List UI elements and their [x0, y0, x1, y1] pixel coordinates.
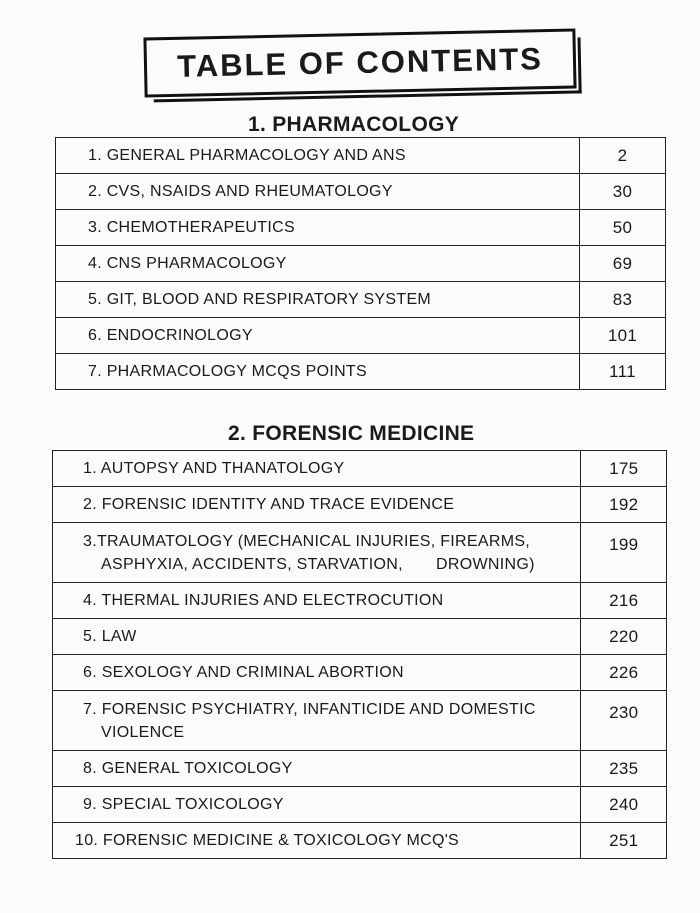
entry-page: 2 — [580, 138, 666, 174]
entry-title[interactable]: 6. ENDOCRINOLOGY — [56, 318, 580, 354]
entry-page: 175 — [581, 451, 667, 487]
entry-title[interactable]: 4. CNS PHARMACOLOGY — [56, 246, 580, 282]
entry-page: 240 — [581, 787, 667, 823]
table-row[interactable] — [56, 138, 666, 174]
section-heading-pharmacology: 1. PHARMACOLOGY — [248, 113, 460, 136]
entry-title[interactable]: 4. THERMAL INJURIES AND ELECTROCUTION — [53, 583, 581, 619]
entry-title-line2: ASPHYXIA, ACCIDENTS, STARVATION, DROWNING) — [101, 555, 535, 573]
entry-page: 30 — [580, 174, 666, 210]
entry-title[interactable]: 6. SEXOLOGY AND CRIMINAL ABORTION — [53, 655, 581, 691]
entry-page: 220 — [581, 619, 667, 655]
pharmacology-table — [55, 137, 666, 390]
table-row[interactable] — [53, 751, 667, 787]
entry-title-line1: 3.TRAUMATOLOGY (MECHANICAL INJURIES, FIREARMS, — [83, 532, 531, 550]
table-row[interactable] — [53, 823, 667, 859]
entry-title[interactable]: 1. AUTOPSY AND THANATOLOGY — [53, 451, 581, 487]
entry-page: 83 — [580, 282, 666, 318]
entry-title[interactable]: 5. GIT, BLOOD AND RESPIRATORY SYSTEM — [56, 282, 580, 318]
entry-page: 69 — [580, 246, 666, 282]
table-row[interactable] — [53, 655, 667, 691]
table-row[interactable] — [56, 318, 666, 354]
entry-title[interactable]: 7. PHARMACOLOGY MCQS POINTS — [56, 354, 580, 390]
page-title: TABLE OF CONTENTS — [176, 41, 544, 84]
entry-title[interactable]: 9. SPECIAL TOXICOLOGY — [53, 787, 581, 823]
entry-page: 235 — [581, 751, 667, 787]
entry-title[interactable] — [53, 523, 581, 583]
table-row[interactable] — [56, 354, 666, 390]
title-box — [143, 28, 576, 97]
entry-title[interactable]: 5. LAW — [53, 619, 581, 655]
entry-title[interactable]: 1. GENERAL PHARMACOLOGY AND ANS — [56, 138, 580, 174]
table-row[interactable] — [56, 246, 666, 282]
entry-page: 226 — [581, 655, 667, 691]
entry-title[interactable]: 8. GENERAL TOXICOLOGY — [53, 751, 581, 787]
forensic-medicine-table — [52, 450, 667, 859]
entry-title[interactable]: 3. CHEMOTHERAPEUTICS — [56, 210, 580, 246]
table-row[interactable] — [53, 523, 667, 583]
table-row[interactable] — [53, 619, 667, 655]
entry-title[interactable]: 2. CVS, NSAIDS AND RHEUMATOLOGY — [56, 174, 580, 210]
section-heading-forensic-medicine: 2. FORENSIC MEDICINE — [228, 422, 475, 445]
entry-title[interactable]: 10. FORENSIC MEDICINE & TOXICOLOGY MCQ'S — [53, 823, 581, 859]
entry-page: 111 — [580, 354, 666, 390]
entry-page: 216 — [581, 583, 667, 619]
entry-page: 230 — [581, 691, 667, 751]
table-row[interactable] — [56, 210, 666, 246]
table-row[interactable] — [53, 691, 667, 751]
entry-page: 101 — [580, 318, 666, 354]
entry-page: 192 — [581, 487, 667, 523]
entry-title[interactable]: 2. FORENSIC IDENTITY AND TRACE EVIDENCE — [53, 487, 581, 523]
table-row[interactable] — [53, 451, 667, 487]
table-row[interactable] — [56, 174, 666, 210]
entry-page: 50 — [580, 210, 666, 246]
table-row[interactable] — [53, 487, 667, 523]
table-row[interactable] — [53, 787, 667, 823]
table-row[interactable] — [56, 282, 666, 318]
entry-title[interactable] — [53, 691, 581, 751]
table-row[interactable] — [53, 583, 667, 619]
entry-page: 199 — [581, 523, 667, 583]
entry-page: 251 — [581, 823, 667, 859]
entry-title-line1: 7. FORENSIC PSYCHIATRY, INFANTICIDE AND DOMESTIC — [83, 700, 536, 718]
entry-title-line2: VIOLENCE — [101, 723, 185, 741]
